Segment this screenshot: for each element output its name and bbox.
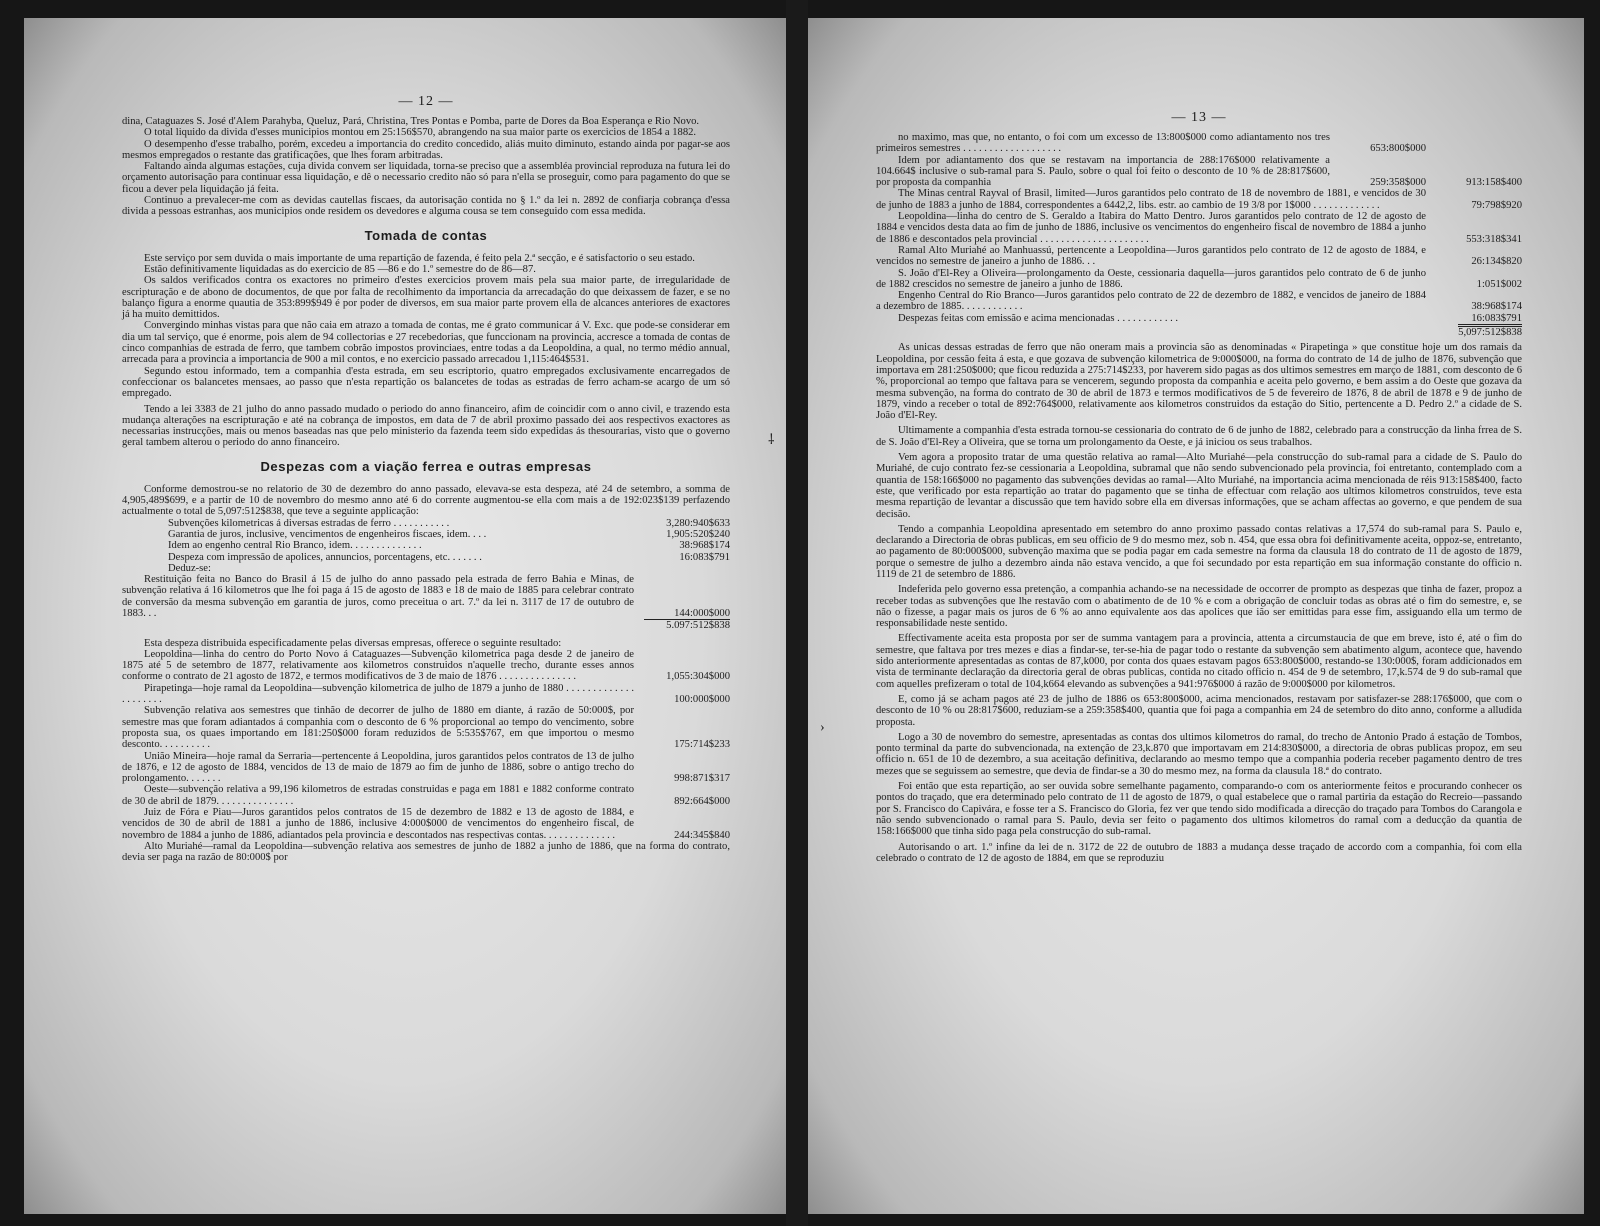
ledger-value: 16:083$791 [1471,312,1522,324]
paragraph: Idem por adiantamento dos que se restavam na importancia de 288:176$000 relativamente a 104.664$ inclusive o sub-ramal para S. Paulo, sobre o qual foi feito o desconto de 10 % de 28:817$600, por proposta da companhia [876,154,1330,189]
ledger-group [876,290,1522,313]
paragraph: Convergindo minhas vistas para que não caia em atrazo a tomada de contas, me é grato communicar á V. Exc. que pode-se considerar em dia um tal serviço, que é enorme, pois alem de 94 collectorias e 27 recebedorias, que funccionam na provincia, accresce a tomada de contas de cinco companhias de estrada de ferro, que tambem cobrão impostos provinciaes, entre todas a da Leopoldina, a qual, no termo médio annual, arrecada para a provincia a importancia de 900 a mil contos, e no exercicio passado arrecadou 1,115:464$531. [122,320,730,366]
paragraph: Este serviço por sem duvida o mais importante de uma repartição de fazenda, é feito pela 2.ª secção, e é satisfactorio o seu estado. [144,252,695,264]
paragraph: Faltando ainda algumas estações, cuja divida convem ser liquidada, torna-se preciso que a assembléa provincial reproduza na futura lei do orçamento autorisação para continuar essa liquidação, e dê o necessario credito não só para n'ella se proseguir, como para pagamento do que se ficou a dever pela liquidação já feita. [122,161,730,195]
ledger-label: Subvenções kilometricas á diversas estradas de ferro . . . . . . . . . . . [168,517,450,529]
ledger-mid-value: 653:800$000 [1370,143,1426,155]
paragraph: Segundo estou informado, tem a companhia d'esta estrada, em seu escriptorio, quatro empregados exclusivamente encarregados de confeccionar os balancetes mensaes, ao passo que n'esta repartição os balancetes de todas as estradas de ferro acham-se acargo de um só empregado. [122,365,730,400]
ledger-value: 26:134$820 [1471,256,1522,268]
paragraph: Indeferida pelo governo essa pretenção, a companhia achando-se na necessidade de occorrer de prompto as despezas que tinha de fazer, propoz a receber todas as subvenções que lhe restavão com o abatimento de de 10 % e com a obrigação de concluir todas as obras até o fim do semestre, e, se não o fizesse, a pagar mais os juros de 6 % ao anno equivalente aos das apolices que ião ser emittidas para esse fim, assiguando ella um termo de responsabilidade neste sentido. [876,584,1522,630]
ledger-group [876,188,1522,211]
paragraph: As unicas dessas estradas de ferro que não oneram mais a provincia são as denominadas « Pirapetinga » que constitue hoje um dos ramais da Leopoldina, por cessão feita á esta, e que gozava de subvenção kilometrica de 9:000$000, na forma do contrato de 14 de julho de 1876, subvenção que importava em 281:250$000; que ficou reduzida a 275:714$233, por haverem sido pagas as dos ultimos semestres em março de 1881, com desconto de 6 %, proporcional ao tempo que faltava para se vencerem, segundo proposta da companhia e aceita pelo governo, e bem assim a do Oeste que gozava da mesma subvenção, na forma do contrato de 30 de abril de 1873 e termos modificativos de 5 de fevereiro de 1876, 8 de abril de 1878 e 9 de junho de 1879, vindo a receber o total de 892:764$000, relativamente aos kilometros construidos da estação do Sitio, pertencente a D. Pedro 2.º a cidade de S. João d'El-Rey. [876,342,1522,422]
ledger-value: 3,280:940$633 [666,517,730,529]
ledger-value: 100:000$000 [674,694,730,706]
paragraph: Ultimamente a companhia d'esta estrada tornou-se cessionaria do contrato de 6 de junho de 1882, celebrado para a construcção da linha frrea de S. de S. João d'El-Rey a Oliveira, que se torna um prolongamento da Oeste, e já iniciou os seus trabalhos. [876,425,1522,448]
ledger-total: 5.097:512$838 [644,619,730,631]
ledger-value: 144:000$000 [674,607,730,619]
ledger-value: 913:158$400 [1466,177,1522,189]
ledger-label: Idem ao engenho central Rio Branco, idem. . . . . . . . . . . . . . [168,540,422,552]
paragraph: Ramal Alto Muriahé ao Manhuassú, pertencente a Leopoldina—Juros garantidos pelo contrato de 12 de agosto de 1884, e vencidos no semestre de janeiro a junho de 1886. . . [876,244,1426,268]
ledger-value: 1,905:520$240 [666,528,730,540]
ledger-label: Garantia de juros, inclusive, vencimentos de engenheiros fiscaes, idem. . . . [168,528,487,540]
ledger-group [876,155,1522,189]
margin-mark-icon: › [820,720,825,735]
ledger-mid-value: 259:358$000 [1370,177,1426,189]
ledger-row [122,518,730,529]
ledger-row [876,324,1522,338]
paragraph: S. João d'El-Rey a Oliveira—prolongamento da Oeste, cessionaria daquella—juros garantidos pelo contrato de 6 de junho de 1882 crescidos no semestre de janeiro a junho de 1886. [876,267,1426,290]
paragraph: Continuo a prevalecer-me com as devidas cautellas fiscaes, da autorisação contida no § 1.º da lei n. 2892 de confiarja cobrança d'essa divida a pessoas estranhas, aos municipios onde residem os devedores e alguma cousa se tem conseguido com essa medida. [122,195,730,218]
ledger-value: 1,055:304$000 [666,671,730,683]
paragraph: no maximo, mas que, no entanto, o foi com um excesso de 13:800$000 como adiantamento nos tres primeiros semestres . . . . . . . . . . . . . . . . . . . [876,132,1330,155]
paragraph: Pirapetinga—hoje ramal da Leopoldina—subvenção kilometrica de julho de 1879 a junho de 1880 . . . . . . . . . . . . . . . . . . . . . [122,682,634,706]
ledger-total: 5,097:512$838 [1458,324,1522,338]
paragraph: Leopoldina—linha do centro do Porto Novo á Cataguazes—Subvenção kilometrica paga desde 2 de janeiro de 1875 até 5 de setembro de 1877, relativamente aos kilometros construidos n'aquelle trecho, durante esses annos conforme o contrato de 21 agosto de 1872, e termos modificativos de 3 de maio de 1876 . . . . . . . . . . . . . . . [122,648,634,683]
ledger-group [122,574,730,619]
paragraph: Juiz de Fóra e Piau—Juros garantidos pelos contratos de 15 de dezembro de 1882 e 13 de agosto de 1884, e vencidos de 30 de abril de 1881 a junho de 1886, inclusive 4:000$000 de vencimentos do engenheiro fiscal, de novembro de 1884 a junho de 1886, adiantados pela provincia e descontados nas respectivas contas. . . . . . . . . . . . . . [122,807,634,841]
ledger-group [122,705,730,750]
ledger-group [122,683,730,706]
paragraph: Effectivamente aceita esta proposta por ser de summa vantagem para a provincia, attenta a circumstaucia de que em breve, isto é, até o fim do semestre, que faltava por tres mezes e dias a findar-se, ter-se-hia de pagar todo o restante da subvenção sem abatimento algum, acontece que, havendo sido anteriormente apresentadas as contas de 87,k000, por conta dos quaes estavam pagos 653:800$000, restando-se 130:000$, foram addicionados em vista de terminante declaração da directoria geral de obras publicas, contida no citado officio n. 454 de 9 de setembro, 17,k.574 de 9 do sub-ramal que com aquelles prefizeram o total de 104,k664 elevando as subvenções a 941:976$000 á razão de 9:000$000 por kilometros. [876,633,1522,690]
ledger-group [876,132,1522,155]
ledger-group [876,268,1522,291]
right-page [808,18,1584,1214]
ledger-value: 16:083$791 [679,551,730,563]
paragraph: Despezas feitas com emissão e acima mencionadas . . . . . . . . . . . . [898,312,1179,324]
ledger-group [876,211,1522,245]
ledger-group [122,784,730,807]
paragraph: Tendo a lei 3383 de 21 julho do anno passado mudado o periodo do anno financeiro, afim de coincidir com o anno civil, e trazendo esta mudança alterações na escripturação e até na cobrança de impostos, em data de 7 de abril proximo passado dei aos respectivos exactores as necessarias instrucções, mais ou menos baseadas nas que pelo ministerio da fazenda teem sido expedidas ás thesourarias, visto que o governo geral tambem alterou o periodo do anno financeiro. [122,403,730,449]
paragraph: Engenho Central do Rio Branco—Juros garantidos pelo contrato de 22 de dezembro de 1882, e vencidos de janeiro de 1884 a dezembro de 1885. . . . . . . . . . . . [876,290,1426,313]
ledger-row [122,540,730,551]
ledger-group [876,245,1522,268]
book-gutter [786,0,808,1226]
left-page [24,18,786,1214]
paragraph: dina, Cataguazes S. José d'Alem Parahyba, Queluz, Pará, Christina, Tres Pontas e Pomba, parte de Dores da Boa Esperança e Rio Novo. [122,116,700,127]
ledger-value: 38:968$174 [1471,301,1522,313]
ledger-value: 553:318$341 [1466,233,1522,245]
ledger-group [122,807,730,841]
paragraph: União Mineira—hoje ramal da Serraria—pertencente á Leopoldina, juros garantidos pelos contratos de 13 de julho de 1876, e 12 de agosto de 1884, vencidos de 13 de maio de 1879 ao fim de junho de 1886, sobre o antigo trecho do prolongamento. . . . . . . [122,750,634,785]
paragraph: Tendo a companhia Leopoldina apresentado em setembro do anno proximo passado contas relativas a 17,574 do sub-ramal para S. Paulo e, declarando a Directoria de obras publicas, em seu officio de 9 do mesmo mez, sob n. 454, que essa obra foi definitivamente aceita, oppoz-se, entretanto, ao pagamento de 80:000$000, subvenção maxima que se podia pagar em cada semestre na forma da clausula 18 do contrato de 11 de agosto de 1879, porque o semestre de julho a dezembro ainda não estava vencido, a que foi secundado por esta repartição em sua informação constante do officio n. 1119 de 21 de setembro de 1886. [876,523,1522,580]
section-heading: Despezas com a viação ferrea e outras empresas [260,458,592,474]
ledger-value: 1:051$002 [1476,278,1522,290]
page-number: — 12 — [398,94,454,109]
paragraph: Logo a 30 de novembro do semestre, apresentadas as contas dos ultimos kilometros do ramal, do trecho de Antonio Prado á estação de Tombos, ponto terminal da parte do subvencionada, na extenção de 23,k.870 que importavam em 214:830$000, a directoria de obras publicas propoz, em seu officio n. 651 de 10 de dezembro, a sua aceitação definitiva, declarando ao mesmo tempo que a companhia poderia receber pagamento dentro de tres mezes que se seguissem ao semestre, que devia de findar-se a 30 do mesmo mez, na forma da clausula 18.ª do contrato. [876,731,1522,777]
paragraph: Autorisando o art. 1.º infine da lei de n. 3172 de 22 de outubro de 1883 a mudança desse traçado de accordo com a companhia, foi com ella celebrado o contrato de 12 de agosto de 1884, em que se reproduziu [876,841,1522,864]
ledger-value: 38:968$174 [679,540,730,552]
section-heading: Tomada de contas [364,227,488,243]
ledger-group [122,649,730,683]
ledger-row [122,529,730,540]
paragraph: Foi então que esta repartição, ao ser ouvida sobre semelhante pagamento, comparando-o com os anteriormente feitos e procurando conhecer os pontos do traçado, que era determinado pelo contrato de 11 de agosto de 1879, o qual estabelece que o ramal partiria da estação do Recreio—passando por S. Francisco do Capivára, e fosse ter a S. Francisco do Gloria, fez ver que tendo sido modificada a direcção do traçado para Tombos do Carangola e não sendo subvencionado o ramal para S. Paulo, devia ser feito o pagamento dos ultimos kilometros do ramal com a deducção da quantia de 158:166$000 que tinha sido paga pela construcção do sub-ramal. [876,781,1522,838]
ledger-row [122,552,730,563]
paragraph: O total liquido da divida d'esses municipios montou em 25:156$570, abrangendo na sua maior parte os exercicios de 1854 a 1882. [144,127,697,139]
paragraph: Os saldos verificados contra os exactores no primeiro d'estes exercicios provem mais pela sua maior parte, de irregularidade de escripturação e de abono de documentos, de que por falta de recolhimento da importancia da arrecadação do que deixassem de fazer, e se no balanço figura a enorme quautia de 353:899$949 é por poder de diversos, em sua maior parte provem ella de alcances anteriores de exactores já ha muito demittidos. [122,275,730,321]
paragraph: Conforme demostrou-se no relatorio de 30 de dezembro do anno passado, elevava-se esta despeza, até 24 de setembro, a somma de 4,905,489$699, e a partir de 10 de novembro do mesmo anno até 6 do corrente augmentou-se ella com mais a de 192:023$139 perfazendo actualmente o total de 5,097:512$838, que teve a seguinte applicação: [122,483,730,518]
paragraph: Alto Muriahé—ramal da Leopoldina—subvenção relativa aos semestres de junho de 1882 a junho de 1886, que na forma do contrato, devia ser paga na razão de 80:000$ por [122,840,730,864]
ledger-row [122,619,730,631]
paragraph: Restituição feita no Banco do Brasil á 15 de julho do anno passado pela estrada de ferro Bahia e Minas, de subvenção relativa á 16 kilometros que lhe foi paga á 15 de agosto de 1883 e 18 de maio de 1885 para celebrar contrato de conversão da mesma subvenção em garantia de juros, como preceitua o art. 7.º da lei n. 3117 de 17 de outubro de 1883. . . [122,574,634,619]
ledger-label: Deduz-se: [168,562,211,574]
ledger-value: 892:664$000 [674,795,730,807]
ledger-value: 244:345$840 [674,829,730,841]
ledger-value: 79:798$920 [1471,199,1522,211]
ledger-label: Despeza com impressão de apolices, annuncios, porcentagens, etc. . . . . . . [168,551,482,563]
ledger-value: 998:871$317 [674,773,730,785]
paragraph: E, como já se acham pagos até 23 de julho de 1886 os 653:800$000, acima mencionados, restavam por satisfazer-se 288:176$000, que com o desconto de 10 % ou 28:817$600, reduziam-se a 259:358$400, quantia que foi paga a companhia em 24 de setembro do dito anno, conforme a alludida proposta. [876,693,1522,728]
ledger-group [876,313,1522,324]
ledger-row [122,563,730,574]
paragraph: Esta despeza distribuida especificadamente pelas diversas empresas, offerece o seguinte resultado: [144,637,562,649]
paragraph: The Minas central Rayval of Brasil, limited—Juros garantidos pelo contrato de 18 de novembro de 1881, e vencidos de 30 de junho de 1883 a junho de 1884, correspondentes a 6442,2, libs. estr. ao cambio de 19 3/8 por 1$000 . . . . . . . . . . . . . [876,188,1426,211]
paragraph: Subvenção relativa aos semestres que tinhão de decorrer de julho de 1880 em diante, á razão de 50:000$, por semestre mas que foram adiantados á companhia com o desconto de 6 % proporcional ao tempo do vencimento, sobre proposta sua, os quaes importando em 181:250$000 foram reduzidos de 5:535$767, em que importou o mesmo desconto. . . . . . . . . . [122,705,634,751]
ledger-group [122,751,730,785]
paragraph: Leopoldina—linha do centro de S. Geraldo a Itabira do Matto Dentro. Juros garantidos pelo contrato de 12 de agosto de 1884 e vencidos desta data ao fim de junho de 1886, inclusive os vencimentos do engenheiro fiscal de novembro de 1884 a junho de 1886 e descontados pela provincial . . . . . . . . . . . . . . . . . . . . . [876,211,1426,245]
paragraph: O desempenho d'esse trabalho, porém, excedeu a importancia do credito concedido, aliás muito diminuto, estando ainda por pagar-se aos mesmos empregados o restante das gratificações, que lhes foram arbitradas. [122,138,730,161]
margin-mark-icon: ⸸ [768,433,775,448]
page-number: — 13 — [1171,110,1227,125]
paragraph: Oeste—subvenção relativa a 99,196 kilometros de estradas construidas e paga em 1881 e 1882 conforme contrato de 30 de abril de 1879. . . . . . . . . . . . . . . [122,784,634,807]
paragraph: Estão definitivamente liquidadas as do exercicio de 85 —86 e do 1.º semestre do de 86—87. [144,263,536,275]
paragraph: Vem agora a proposito tratar de uma questão relativa ao ramal—Alto Muriahé—pela construcção do sub-ramal para a cidade de S. Paulo do Muriahé, de cujo contrato fez-se cessionaria a Leopoldina, subramal que não sendo subvencionado pela provincia, foi entretanto, contemplado com a quantia de 158:166$000 no pagamento das subvenções devidas ao ramal—Alto Muriahé, na importancia acima mencionada de réis 913:158$400, facto este, que verificado por esta repartição ao tratar do pagamento que se tinha de effectuar com relação aos ultimos kilometros construidos, teve esta mesma repartição de levantar a discussão que tem havido sobre ella em diversas informações, que se acham affectas ao governo, e que pendem de sua decisão. [876,452,1522,520]
ledger-value: 175:714$233 [674,739,730,751]
